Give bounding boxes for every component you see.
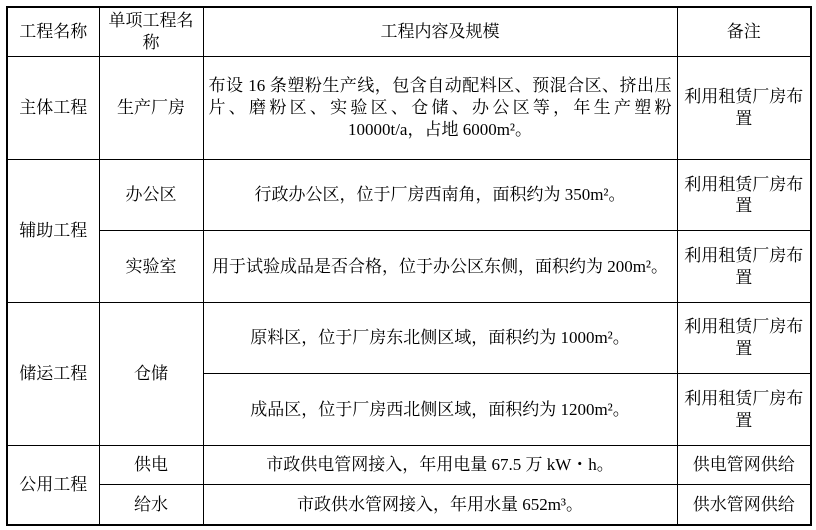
- cell-sub-project-name: 生产厂房: [99, 56, 203, 160]
- cell-sub-project-name: 给水: [99, 485, 203, 525]
- table-header: [7, 7, 811, 56]
- table-row: [7, 56, 811, 160]
- cell-remark: 利用租赁厂房布置: [677, 231, 811, 302]
- table-row: [7, 302, 811, 373]
- cell-content-scale: 布设 16 条塑粉生产线，包含自动配料区、预混合区、挤出压片、磨粉区、实验区、仓储、办公区等，年生产塑粉 10000t/a，占地 6000m²。: [203, 56, 677, 160]
- cell-remark: 供水管网供给: [677, 485, 811, 525]
- cell-content-scale: 成品区，位于厂房西北侧区域，面积约为 1200m²。: [203, 374, 677, 445]
- column-header-content-scale: 工程内容及规模: [203, 7, 677, 56]
- column-header-project-name: 工程名称: [7, 7, 99, 56]
- table-row: [7, 485, 811, 525]
- cell-sub-project-name: 仓储: [99, 302, 203, 445]
- cell-content-scale: 用于试验成品是否合格，位于办公区东侧，面积约为 200m²。: [203, 231, 677, 302]
- table-row: [7, 160, 811, 231]
- column-header-remark: 备注: [677, 7, 811, 56]
- cell-content-scale: 市政供电管网接入，年用电量 67.5 万 kW・h。: [203, 445, 677, 484]
- cell-remark: 利用租赁厂房布置: [677, 160, 811, 231]
- cell-project-name: 辅助工程: [7, 160, 99, 303]
- table-body: [7, 56, 811, 525]
- cell-project-name: 储运工程: [7, 302, 99, 445]
- table-header-row: [7, 7, 811, 56]
- column-header-sub-project-name: 单项工程名称: [99, 7, 203, 56]
- cell-content-scale: 行政办公区，位于厂房西南角，面积约为 350m²。: [203, 160, 677, 231]
- cell-project-name: 主体工程: [7, 56, 99, 160]
- cell-remark: 利用租赁厂房布置: [677, 374, 811, 445]
- cell-remark: 供电管网供给: [677, 445, 811, 484]
- cell-remark: 利用租赁厂房布置: [677, 302, 811, 373]
- cell-content-scale: 原料区，位于厂房东北侧区域，面积约为 1000m²。: [203, 302, 677, 373]
- table-row: [7, 231, 811, 302]
- engineering-overview-table: [6, 6, 812, 526]
- cell-project-name: 公用工程: [7, 445, 99, 525]
- cell-sub-project-name: 实验室: [99, 231, 203, 302]
- table-row: [7, 445, 811, 484]
- cell-content-scale: 市政供水管网接入，年用水量 652m³。: [203, 485, 677, 525]
- cell-sub-project-name: 办公区: [99, 160, 203, 231]
- cell-sub-project-name: 供电: [99, 445, 203, 484]
- cell-remark: 利用租赁厂房布置: [677, 56, 811, 160]
